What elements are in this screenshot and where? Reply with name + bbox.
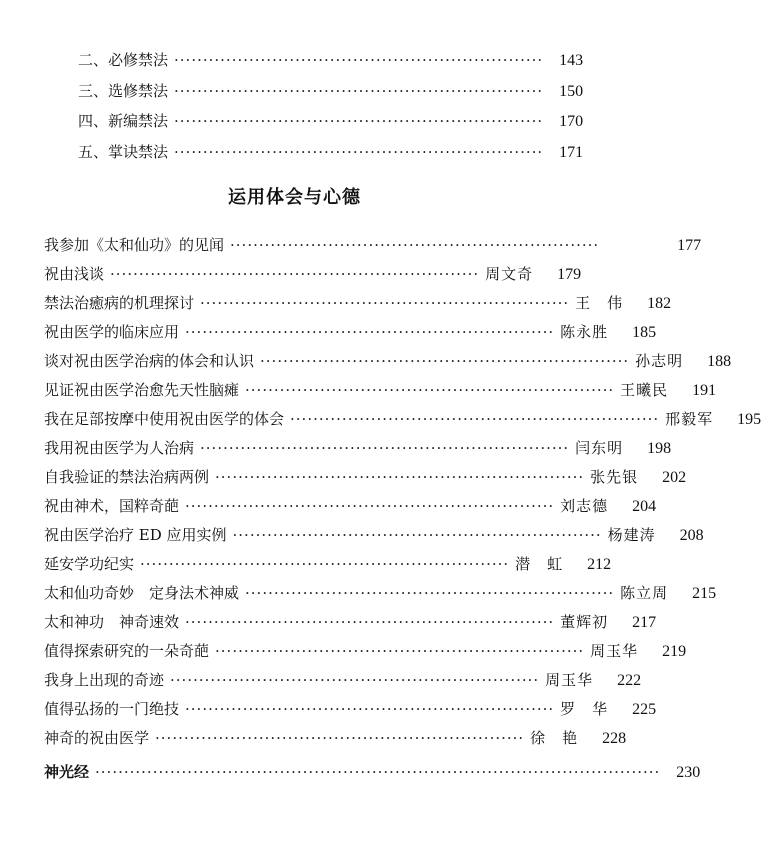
entry-title: 我参加《太和仙功》的见闻 — [44, 236, 225, 254]
page-number: 202 — [662, 469, 687, 486]
entry-title: 神奇的祝由医学 — [44, 729, 150, 747]
entry-title: 延安学功纪实 — [44, 555, 135, 573]
toc-entry — [44, 554, 612, 575]
toc-entry — [44, 612, 657, 633]
dot-leader: ································································ — [185, 497, 555, 515]
toc-entry — [44, 496, 657, 517]
dot-leader: ································································ — [245, 381, 615, 399]
entry-author: 徐 艳 — [530, 729, 579, 747]
dot-leader: ································································ — [215, 642, 585, 660]
dot-leader: ································································ — [232, 526, 602, 544]
dot-leader: ································································ — [200, 294, 570, 312]
dot-leader: ································································ — [230, 236, 600, 254]
entry-title: 谈对祝由医学治病的体会和认识 — [44, 352, 255, 370]
page-number: 170 — [559, 113, 584, 130]
toc-entry — [44, 699, 657, 720]
entry-author: 陈立周 — [620, 584, 669, 602]
entry-author: 张先银 — [590, 468, 639, 486]
dot-leader: ································································ — [174, 82, 544, 100]
page-number: 185 — [632, 324, 657, 341]
entry-author: 闫东明 — [575, 439, 624, 457]
dot-leader: ································································ — [140, 555, 510, 573]
toc-entry — [78, 50, 584, 71]
toc-entry-final — [44, 762, 701, 783]
page-number: 212 — [587, 556, 612, 573]
dot-leader: ································································ — [185, 323, 555, 341]
entry-title: 禁法治癒病的机理探讨 — [44, 294, 195, 312]
entry-author: 周玉华 — [545, 671, 594, 689]
page-number: 208 — [679, 527, 704, 544]
page-number: 179 — [557, 266, 582, 283]
entry-title: 四、新编禁法 — [78, 112, 169, 130]
toc-entry — [44, 670, 642, 691]
entry-title: 五、掌诀禁法 — [78, 143, 169, 161]
entry-author: 刘志德 — [560, 497, 609, 515]
page-number: 182 — [647, 295, 672, 312]
dot-leader: ································································ — [174, 51, 544, 69]
dot-leader: ································································ — [215, 468, 585, 486]
entry-title: 神光经 — [44, 763, 90, 781]
entry-author: 邢毅军 — [665, 410, 714, 428]
dot-leader: ································································ — [170, 671, 540, 689]
entry-title: 见证祝由医学治愈先天性脑瘫 — [44, 381, 240, 399]
toc-entry — [44, 380, 717, 401]
entry-title: 太和神功 神奇速效 — [44, 613, 180, 631]
dot-leader: ································································ — [290, 410, 660, 428]
page-number: 177 — [677, 237, 702, 254]
entry-author: 周玉华 — [590, 642, 639, 660]
toc-entry — [44, 641, 687, 662]
toc-entry — [44, 351, 732, 372]
entry-title: 自我验证的禁法治病两例 — [44, 468, 210, 486]
page-number: 150 — [559, 83, 584, 100]
page-number: 230 — [676, 764, 701, 781]
page-number: 217 — [632, 614, 657, 631]
entry-author: 周文奇 — [485, 265, 534, 283]
toc-entry — [78, 142, 584, 163]
dot-leader: ································································ — [260, 352, 630, 370]
entry-title: 祝由医学的临床应用 — [44, 323, 180, 341]
entry-title: 我用祝由医学为人治病 — [44, 439, 195, 457]
entry-title: 我身上出现的奇迹 — [44, 671, 165, 689]
page-number: 228 — [602, 730, 627, 747]
entry-author: 陈永胜 — [560, 323, 609, 341]
entry-title: 祝由医学治疗 ED 应用实例 — [44, 526, 227, 544]
toc-entry — [44, 583, 717, 604]
page-number: 204 — [632, 498, 657, 515]
entry-author: 董辉初 — [560, 613, 609, 631]
toc-entry — [44, 467, 687, 488]
entry-title: 二、必修禁法 — [78, 51, 169, 69]
toc-entry — [44, 409, 761, 430]
page-number: 188 — [707, 353, 732, 370]
toc-entry — [78, 81, 584, 102]
entry-title: 三、选修禁法 — [78, 82, 169, 100]
toc-entry — [44, 728, 627, 749]
section-heading: 运用体会与心德 — [228, 187, 361, 208]
dot-leader: ································································ — [174, 112, 544, 130]
entry-author: 罗 华 — [560, 700, 609, 718]
dot-leader: ································································ — [185, 613, 555, 631]
dot-leader: ·································································································· — [95, 763, 661, 781]
toc-entry — [44, 235, 702, 256]
dot-leader: ································································ — [245, 584, 615, 602]
entry-title: 值得弘扬的一门绝技 — [44, 700, 180, 718]
toc-entry — [44, 322, 657, 343]
entry-title: 祝由神术，国粹奇葩 — [44, 497, 180, 515]
toc-entry — [44, 293, 672, 314]
dot-leader: ································································ — [200, 439, 570, 457]
entry-title: 祝由浅谈 — [44, 265, 105, 283]
page-number: 171 — [559, 144, 584, 161]
page-number: 195 — [737, 411, 761, 428]
page-number: 143 — [559, 52, 584, 69]
page-number: 225 — [632, 701, 657, 718]
entry-title: 太和仙功奇妙 定身法术神威 — [44, 584, 240, 602]
toc-entry — [78, 111, 584, 132]
entry-author: 王曦民 — [620, 381, 669, 399]
toc-entry — [44, 525, 704, 546]
page-number: 219 — [662, 643, 687, 660]
toc-entry — [44, 438, 672, 459]
page-number: 215 — [692, 585, 717, 602]
entry-author: 潜 虹 — [515, 555, 564, 573]
entry-title: 我在足部按摩中使用祝由医学的体会 — [44, 410, 285, 428]
page-number: 198 — [647, 440, 672, 457]
entry-author: 孙志明 — [635, 352, 684, 370]
entry-author: 杨建涛 — [607, 526, 656, 544]
entry-title: 值得探索研究的一朵奇葩 — [44, 642, 210, 660]
entry-author: 王 伟 — [575, 294, 624, 312]
dot-leader: ································································ — [155, 729, 525, 747]
dot-leader: ································································ — [110, 265, 480, 283]
dot-leader: ································································ — [174, 143, 544, 161]
page-number: 222 — [617, 672, 642, 689]
toc-entry — [44, 264, 582, 285]
page-number: 191 — [692, 382, 717, 399]
dot-leader: ································································ — [185, 700, 555, 718]
